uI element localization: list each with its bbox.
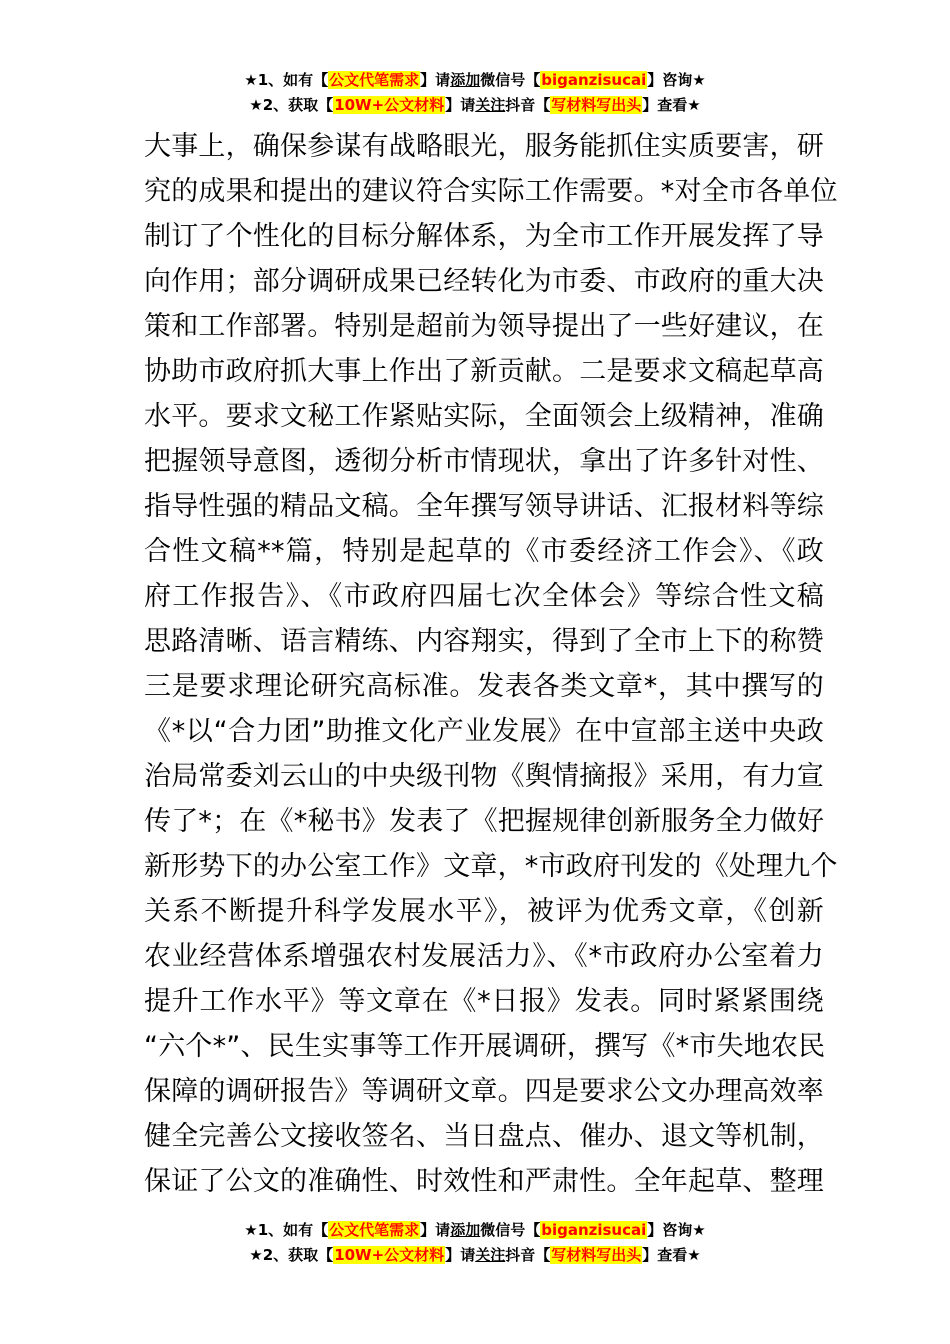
body-text-line: 协助市政府抓大事上作出了新贡献。二是要求文稿起草高 [144, 356, 824, 387]
promo-highlight-douyin-account: 写材料写出头 [551, 96, 642, 114]
body-text-line: 三是要求理论研究高标准。发表各类文章*，其中撰写的 [144, 671, 824, 702]
body-text-line: 向作用；部分调研成果已经转化为市委、市政府的重大决 [144, 266, 824, 297]
body-text-line: 治局常委刘云山的中央级刊物《舆情摘报》采用，有力宣 [144, 761, 824, 792]
promo-highlight-wechat-id: biganzisucai [541, 1221, 647, 1239]
body-text-line: 新形势下的办公室工作》文章，*市政府刊发的《处理九个 [144, 851, 838, 882]
body-text-line: 策和工作部署。特别是超前为领导提出了一些好建议，在 [144, 311, 824, 342]
document-body [144, 124, 838, 1204]
body-text-line: 府工作报告》、《市政府四届七次全体会》等综合性文稿 [144, 581, 824, 612]
body-text-line: 把握领导意图，透彻分析市情现状，拿出了许多针对性、 [144, 446, 824, 477]
promo-highlight-service: 公文代笔需求 [329, 71, 420, 89]
promo-emphasis: 添加 [450, 1221, 481, 1239]
promo-emphasis: 关注 [475, 96, 506, 114]
promo-line-1 [0, 1218, 950, 1243]
promo-line-2 [0, 93, 950, 118]
promo-text: 】查看★ [642, 96, 701, 114]
promo-text: ★1、如有【 [244, 71, 329, 89]
body-text-line: 究的成果和提出的建议符合实际工作需要。*对全市各单位 [144, 176, 838, 207]
footer-promo-banner [0, 1218, 950, 1268]
promo-highlight-service: 公文代笔需求 [329, 1221, 420, 1239]
promo-text: ★2、获取【 [249, 1246, 334, 1264]
body-text-line: 健全完善公文接收签名、当日盘点、催办、退文等机制， [144, 1121, 824, 1152]
promo-text: 抖音【 [505, 1246, 551, 1264]
body-text-line: “六个*”、民生实事等工作开展调研，撰写《*市失地农民 [144, 1031, 826, 1062]
body-text-line: 保障的调研报告》等调研文章。四是要求公文办理高效率 [144, 1076, 824, 1107]
body-text-line: 提升工作水平》等文章在《*日报》发表。同时紧紧围绕 [144, 986, 824, 1017]
promo-text: 】请 [420, 71, 451, 89]
promo-text: 】咨询★ [647, 1221, 706, 1239]
promo-emphasis: 添加 [450, 71, 481, 89]
body-text-line: 合性文稿**篇，特别是起草的《市委经济工作会》、《政 [144, 536, 824, 567]
promo-text: 微信号【 [480, 1221, 541, 1239]
promo-text: 】咨询★ [647, 71, 706, 89]
promo-line-2 [0, 1243, 950, 1268]
body-text-line: 制订了个性化的目标分解体系，为全市工作开展发挥了导 [144, 221, 824, 252]
promo-text: 微信号【 [480, 71, 541, 89]
header-promo-banner [0, 68, 950, 118]
body-text-line: 传了*；在《*秘书》发表了《把握规律创新服务全力做好 [144, 806, 825, 837]
body-text-line: 大事上，确保参谋有战略眼光，服务能抓住实质要害，研 [144, 131, 824, 162]
promo-emphasis: 关注 [475, 1246, 506, 1264]
promo-highlight-douyin-account: 写材料写出头 [551, 1246, 642, 1264]
promo-text: 】请 [420, 1221, 451, 1239]
promo-text: 】请 [445, 96, 476, 114]
body-text-line: 关系不断提升科学发展水平》，被评为优秀文章，《创新 [144, 896, 824, 927]
body-text-line: 水平。要求文秘工作紧贴实际，全面领会上级精神，准确 [144, 401, 824, 432]
promo-text: 抖音【 [505, 96, 551, 114]
promo-line-1 [0, 68, 950, 93]
promo-highlight-materials: 10W+公文材料 [334, 1246, 445, 1264]
promo-text: ★1、如有【 [244, 1221, 329, 1239]
body-text-line: 农业经营体系增强农村发展活力》、《*市政府办公室着力 [144, 941, 824, 972]
body-text-line: 思路清晰、语言精练、内容翔实，得到了全市上下的称赞 [144, 626, 824, 657]
promo-text: 】查看★ [642, 1246, 701, 1264]
promo-highlight-wechat-id: biganzisucai [541, 71, 647, 89]
promo-text: ★2、获取【 [249, 96, 334, 114]
body-text-line: 指导性强的精品文稿。全年撰写领导讲话、汇报材料等综 [144, 491, 824, 522]
promo-text: 】请 [445, 1246, 476, 1264]
promo-highlight-materials: 10W+公文材料 [334, 96, 445, 114]
body-text-line: 保证了公文的准确性、时效性和严肃性。全年起草、整理 [144, 1166, 824, 1197]
body-text-line: 《*以“合力团”助推文化产业发展》在中宣部主送中央政 [144, 716, 824, 747]
